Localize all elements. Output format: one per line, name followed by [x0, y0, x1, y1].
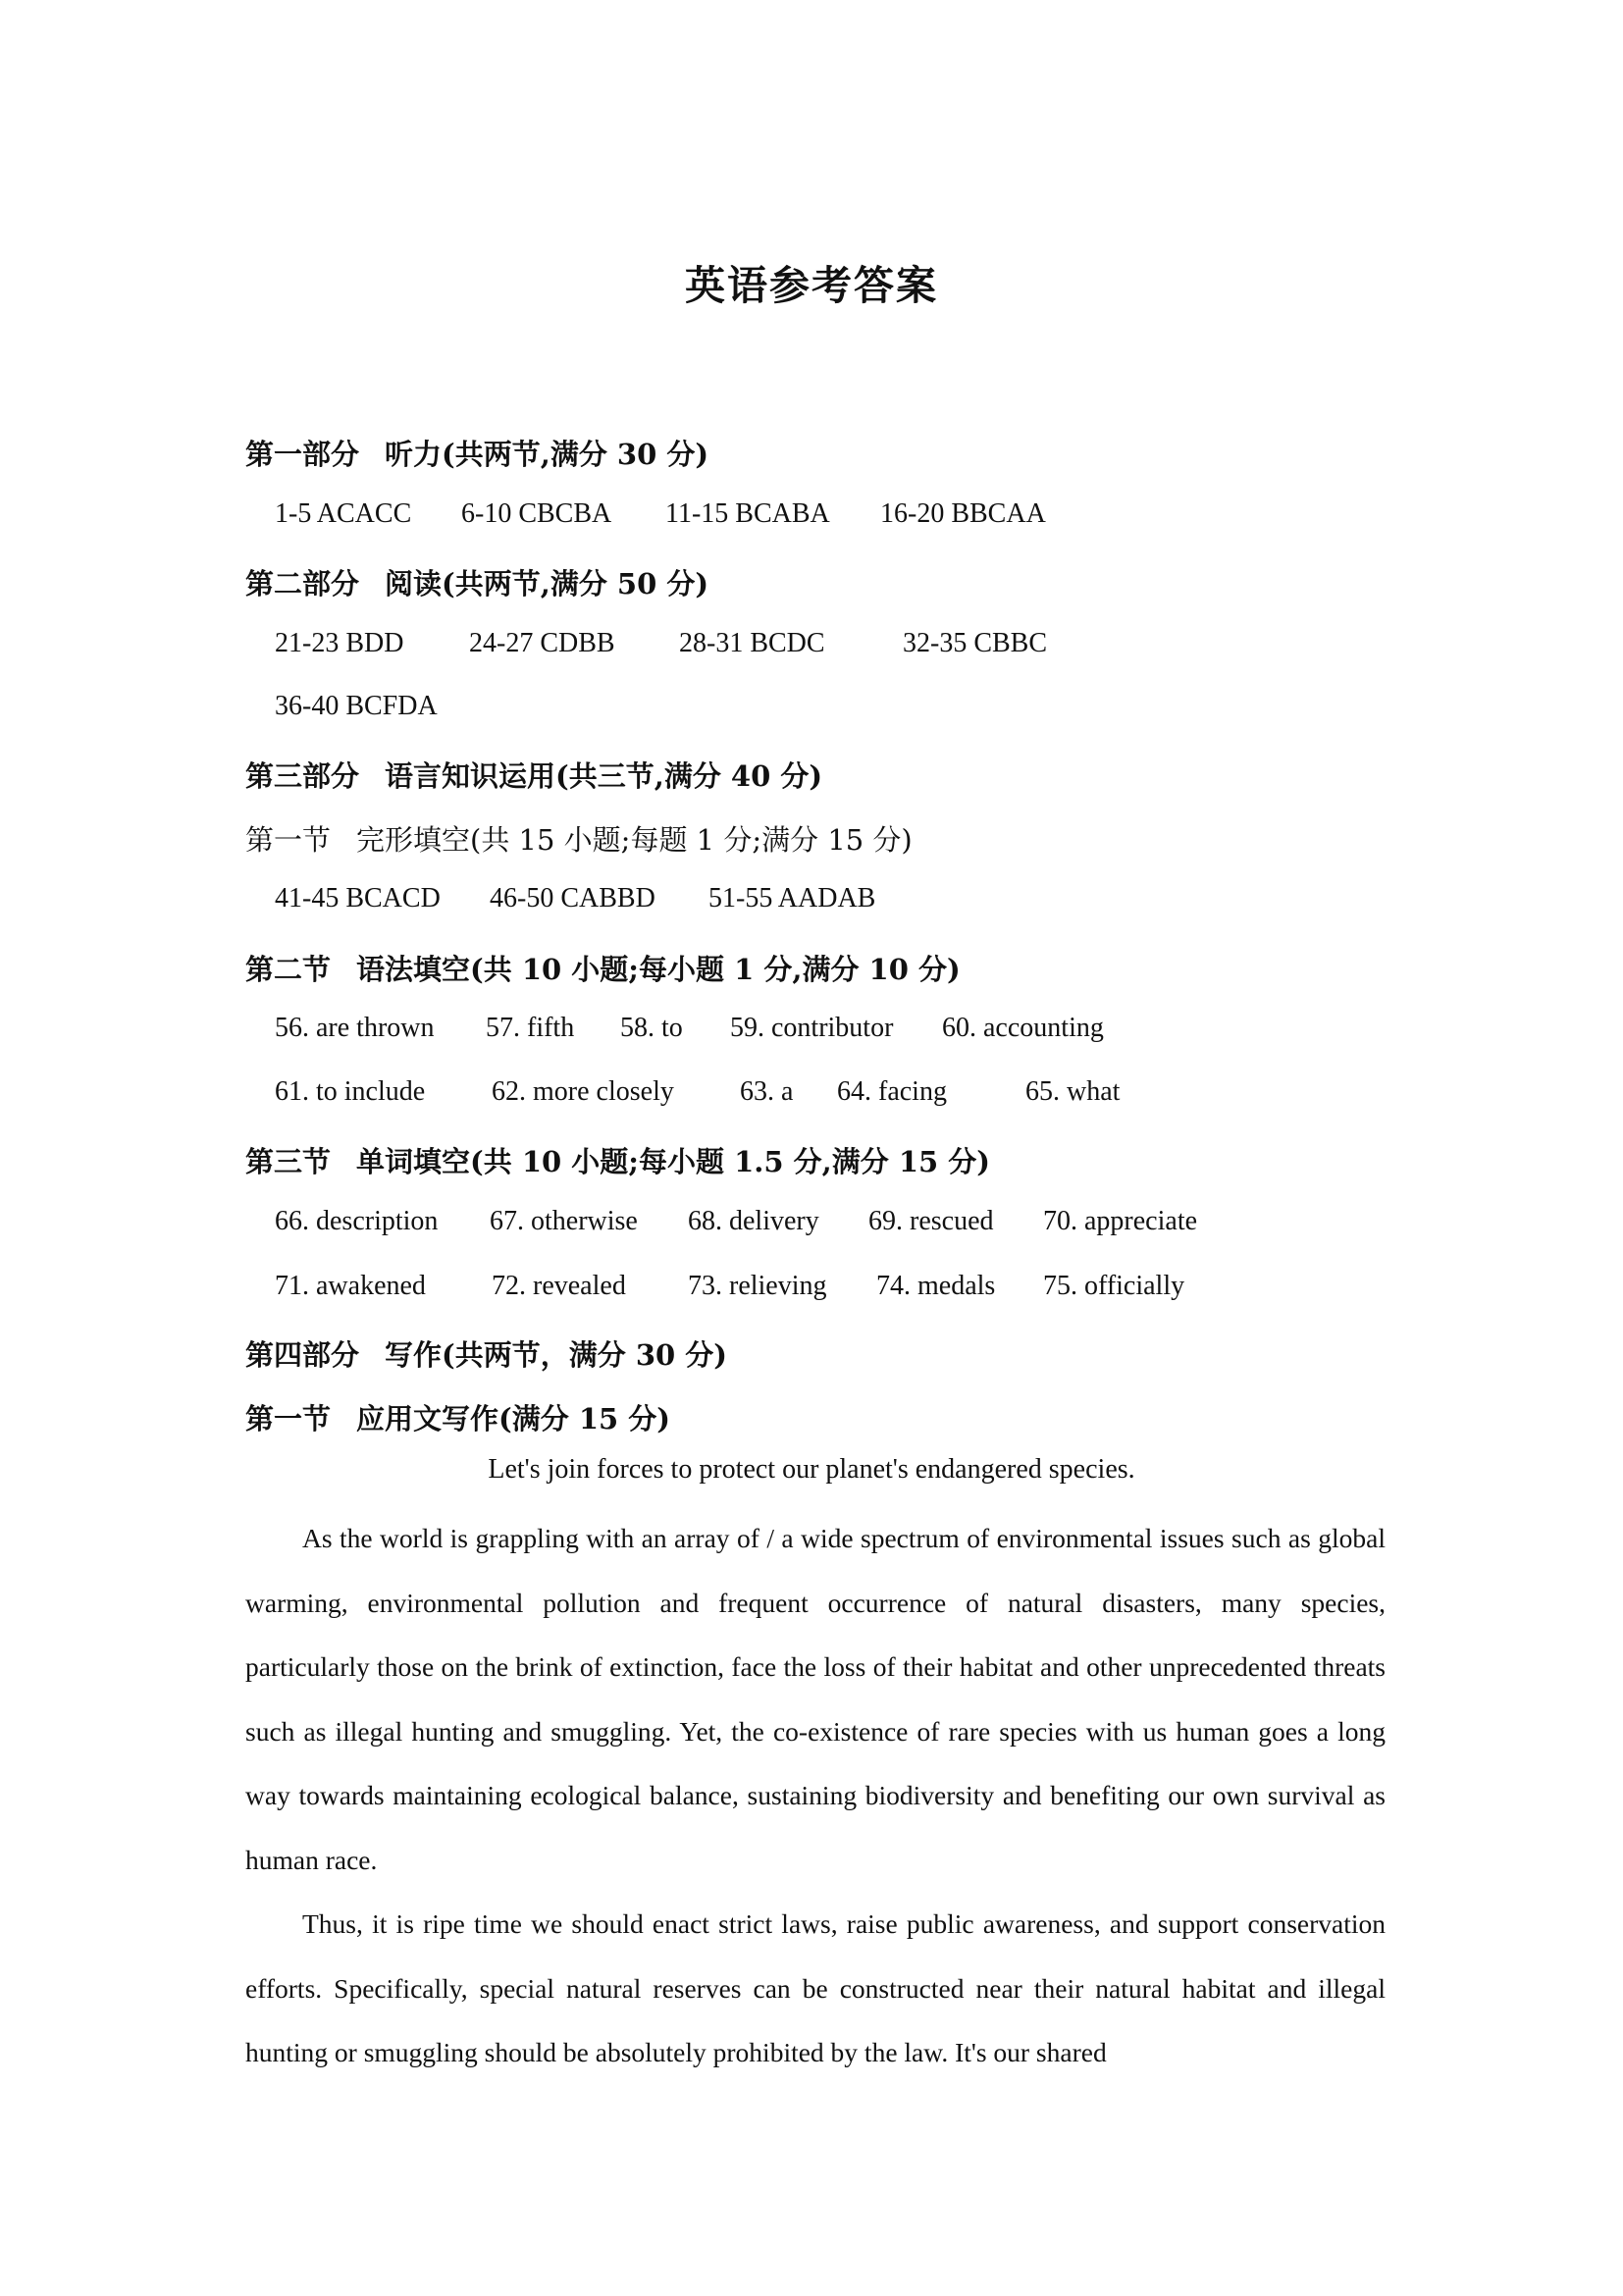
answer-item: 72. revealed [492, 1271, 626, 1301]
section3-label: 第三节 [245, 1145, 332, 1178]
answer-item: 71. awakened [275, 1271, 426, 1301]
answer-item: 61. to include [275, 1076, 426, 1107]
part4-section1-label: 第一节 [245, 1402, 332, 1435]
section1-label: 第一节 [245, 823, 332, 857]
part2-label: 第二部分 [245, 567, 360, 600]
answer-item: 56. are thrown [275, 1013, 435, 1043]
essay-paragraph-1: As the world is grappling with an array of / a wide spectrum of environmental issues such as global warming, environmental pollution and frequent occurrence of natural disasters, many species, particularly those on the brink of extinction, face the loss of their habitat and other unprecedented threats such as illegal hunting and smuggling. Yet, the co-existence of rare species with us human goes a long way towards maintaining ecological balance, sustaining biodiversity and benefiting our own survival as human race. [245, 1523, 1386, 1875]
essay-paragraph-2: Thus, it is ripe time we should enact strict laws, raise public awareness, and support conservation efforts. Specifically, special natural reserves can be constructed near their natural habitat and illegal hunting or smuggling should be absolutely prohibited by the law. It's our shared [245, 1908, 1386, 2067]
part3-subheading: 语言知识运用(共三节,满分 40 分) [385, 759, 823, 793]
part1-subheading: 听力(共两节,满分 30 分) [385, 438, 709, 471]
part1-heading [245, 433, 708, 473]
answer-item: 51-55 AADAB [708, 883, 876, 913]
answer-item: 57. fifth [486, 1013, 575, 1043]
part4-section1-heading [245, 1397, 670, 1437]
section2-subheading: 语法填空(共 10 小题;每小题 1 分,满分 10 分) [356, 953, 961, 986]
answer-item: 69. rescued [868, 1206, 994, 1236]
part4-label: 第四部分 [245, 1338, 360, 1372]
answer-item: 16-20 BBCAA [880, 498, 1046, 529]
answer-item: 59. contributor [730, 1013, 894, 1043]
answer-item: 70. appreciate [1043, 1206, 1198, 1236]
part2-heading [245, 562, 708, 602]
part2-subheading: 阅读(共两节,满分 50 分) [385, 567, 709, 600]
part4-subheading: 写作(共两节，满分 30 分) [385, 1338, 728, 1372]
answer-item: 58. to [620, 1013, 683, 1043]
answer-item: 62. more closely [492, 1076, 674, 1107]
part3-heading [245, 755, 822, 795]
answer-item: 63. a [740, 1076, 794, 1107]
answer-item: 64. facing [837, 1076, 947, 1107]
answer-item: 11-15 BCABA [665, 498, 830, 529]
section2-label: 第二节 [245, 953, 332, 986]
answer-item: 75. officially [1043, 1271, 1185, 1301]
part3-section1-heading [245, 818, 913, 859]
answer-item: 36-40 BCFDA [275, 691, 438, 721]
answer-item: 46-50 CABBD [490, 883, 655, 913]
answer-item: 6-10 CBCBA [461, 498, 612, 529]
answer-item: 32-35 CBBC [903, 628, 1048, 658]
part4-heading [245, 1333, 727, 1374]
answer-item: 66. description [275, 1206, 439, 1236]
answer-item: 60. accounting [942, 1013, 1104, 1043]
part1-label: 第一部分 [245, 438, 360, 471]
page-title: 英语参考答案 [685, 262, 938, 309]
answer-item: 41-45 BCACD [275, 883, 441, 913]
part3-section2-heading [245, 948, 961, 988]
part4-section1-subheading: 应用文写作(满分 15 分) [356, 1402, 671, 1435]
section3-subheading: 单词填空(共 10 小题;每小题 1.5 分,满分 15 分) [356, 1145, 991, 1178]
essay-title: Let's join forces to protect our planet's endangered species. [488, 1454, 1135, 1485]
section1-subheading: 完形填空(共 15 小题;每题 1 分;满分 15 分) [356, 823, 913, 857]
answer-item: 65. what [1025, 1076, 1121, 1107]
answer-item: 74. medals [876, 1271, 996, 1301]
answer-item: 68. delivery [688, 1206, 819, 1236]
answer-item: 21-23 BDD [275, 628, 404, 658]
answer-item: 73. relieving [688, 1271, 827, 1301]
part3-section3-heading [245, 1140, 990, 1180]
answer-item: 1-5 ACACC [275, 498, 412, 529]
answer-item: 24-27 CDBB [469, 628, 615, 658]
answer-item: 67. otherwise [490, 1206, 638, 1236]
part3-label: 第三部分 [245, 759, 360, 793]
answer-item: 28-31 BCDC [679, 628, 825, 658]
